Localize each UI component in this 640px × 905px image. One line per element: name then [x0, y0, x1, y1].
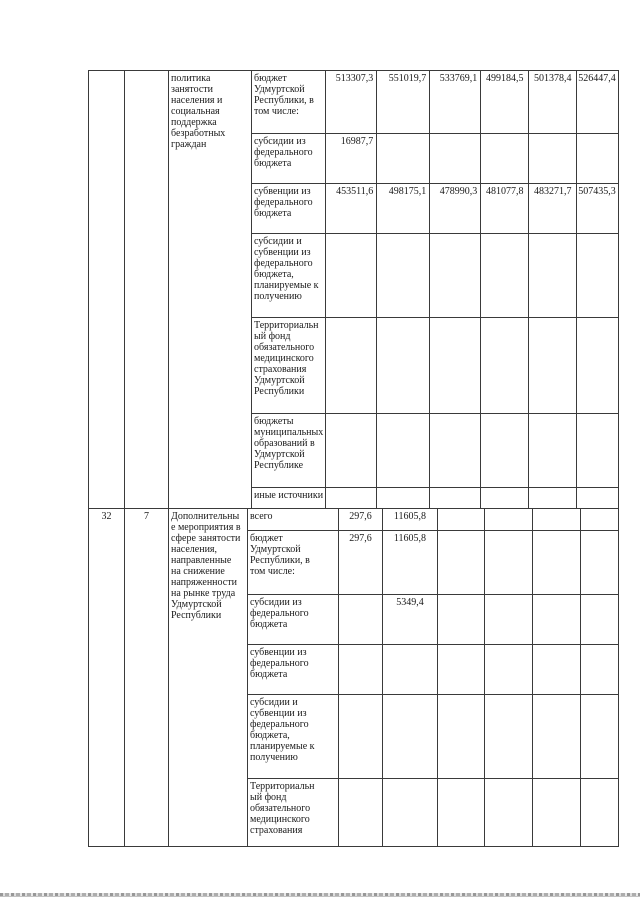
value-cell [326, 234, 377, 318]
value-cell [430, 134, 481, 184]
value-cell [533, 779, 581, 847]
value-cell [430, 234, 481, 318]
value-cell [339, 645, 383, 695]
sub-number-cell [125, 71, 169, 509]
value-cell: 483271,7 [529, 184, 577, 234]
source-label: бюджеты муниципальных образований в Удмуртской Республике [252, 414, 326, 488]
value-cell [339, 695, 383, 779]
value-cell: 11605,8 [383, 531, 438, 595]
value-cell [377, 488, 430, 509]
source-label: Территориальн ый фонд обязательного медицинского страхования [248, 779, 339, 847]
value-cell [533, 645, 581, 695]
scan-edge-artifact [0, 896, 640, 897]
value-cell [581, 645, 619, 695]
source-label: иные источники [252, 488, 326, 509]
value-cell [581, 531, 619, 595]
value-cell: 297,6 [339, 531, 383, 595]
value-cell: 11605,8 [383, 509, 438, 531]
value-cell: 453511,6 [326, 184, 377, 234]
value-cell [485, 695, 533, 779]
value-cell: 501378,4 [529, 71, 577, 134]
table-row [89, 509, 619, 531]
value-cell [326, 318, 377, 414]
value-cell [326, 488, 377, 509]
source-label: бюджет Удмуртской Республики, в том числе: [252, 71, 326, 134]
value-cell: 507435,3 [577, 184, 619, 234]
value-cell [438, 695, 485, 779]
value-cell [485, 595, 533, 645]
value-cell [529, 234, 577, 318]
source-label: всего [248, 509, 339, 531]
value-cell: 481077,8 [481, 184, 529, 234]
value-cell: 551019,7 [377, 71, 430, 134]
value-cell [438, 595, 485, 645]
value-cell [581, 595, 619, 645]
value-cell: 513307,3 [326, 71, 377, 134]
value-cell [577, 318, 619, 414]
value-cell [430, 488, 481, 509]
value-cell [326, 414, 377, 488]
budget-table-row-32 [88, 508, 619, 847]
source-label: Территориальн ый фонд обязательного медицинского страхования Удмуртской Республики [252, 318, 326, 414]
source-label: субсидии из федерального бюджета [252, 134, 326, 184]
value-cell [529, 134, 577, 184]
value-cell [438, 645, 485, 695]
value-cell [377, 234, 430, 318]
value-cell [581, 695, 619, 779]
value-cell [377, 134, 430, 184]
value-cell [485, 531, 533, 595]
row-number-cell: 32 [89, 509, 125, 847]
value-cell [529, 414, 577, 488]
value-cell [430, 318, 481, 414]
value-cell [383, 645, 438, 695]
value-cell [533, 531, 581, 595]
value-cell [438, 779, 485, 847]
source-label: субвенции из федерального бюджета [252, 184, 326, 234]
value-cell [577, 488, 619, 509]
value-cell [485, 779, 533, 847]
value-cell: 478990,3 [430, 184, 481, 234]
value-cell [533, 509, 581, 531]
value-cell [481, 414, 529, 488]
value-cell [577, 414, 619, 488]
value-cell: 498175,1 [377, 184, 430, 234]
value-cell: 499184,5 [481, 71, 529, 134]
source-label: субсидии и субвенции из федерального бюджета, планируемые к получению [252, 234, 326, 318]
value-cell [529, 488, 577, 509]
value-cell [577, 134, 619, 184]
value-cell [438, 531, 485, 595]
value-cell [481, 488, 529, 509]
source-label: субсидии и субвенции из федерального бюджета, планируемые к получению [248, 695, 339, 779]
value-cell: 533769,1 [430, 71, 481, 134]
value-cell [533, 595, 581, 645]
value-cell [533, 695, 581, 779]
budget-table-continued [88, 70, 619, 509]
value-cell [529, 318, 577, 414]
value-cell [339, 595, 383, 645]
value-cell [581, 779, 619, 847]
value-cell: 5349,4 [383, 595, 438, 645]
value-cell [430, 414, 481, 488]
activity-title-cell: политика занятости населения и социальная поддержка безработных граждан [169, 71, 252, 509]
value-cell: 526447,4 [577, 71, 619, 134]
value-cell: 297,6 [339, 509, 383, 531]
value-cell [377, 318, 430, 414]
source-label: субвенции из федерального бюджета [248, 645, 339, 695]
activity-title-cell: Дополнительны е мероприятия в сфере занятости населения, направленные на снижение напряженности на рынке труда Удмуртской Республики [169, 509, 248, 847]
row-number-cell [89, 71, 125, 509]
value-cell [481, 234, 529, 318]
value-cell [581, 509, 619, 531]
value-cell [339, 779, 383, 847]
value-cell [438, 509, 485, 531]
value-cell [577, 234, 619, 318]
value-cell [485, 645, 533, 695]
value-cell [481, 134, 529, 184]
value-cell [383, 779, 438, 847]
value-cell [481, 318, 529, 414]
value-cell [485, 509, 533, 531]
source-label: субсидии из федерального бюджета [248, 595, 339, 645]
sub-number-cell: 7 [125, 509, 169, 847]
value-cell [383, 695, 438, 779]
value-cell [377, 414, 430, 488]
source-label: бюджет Удмуртской Республики, в том числе: [248, 531, 339, 595]
table-row [89, 71, 619, 134]
value-cell: 16987,7 [326, 134, 377, 184]
